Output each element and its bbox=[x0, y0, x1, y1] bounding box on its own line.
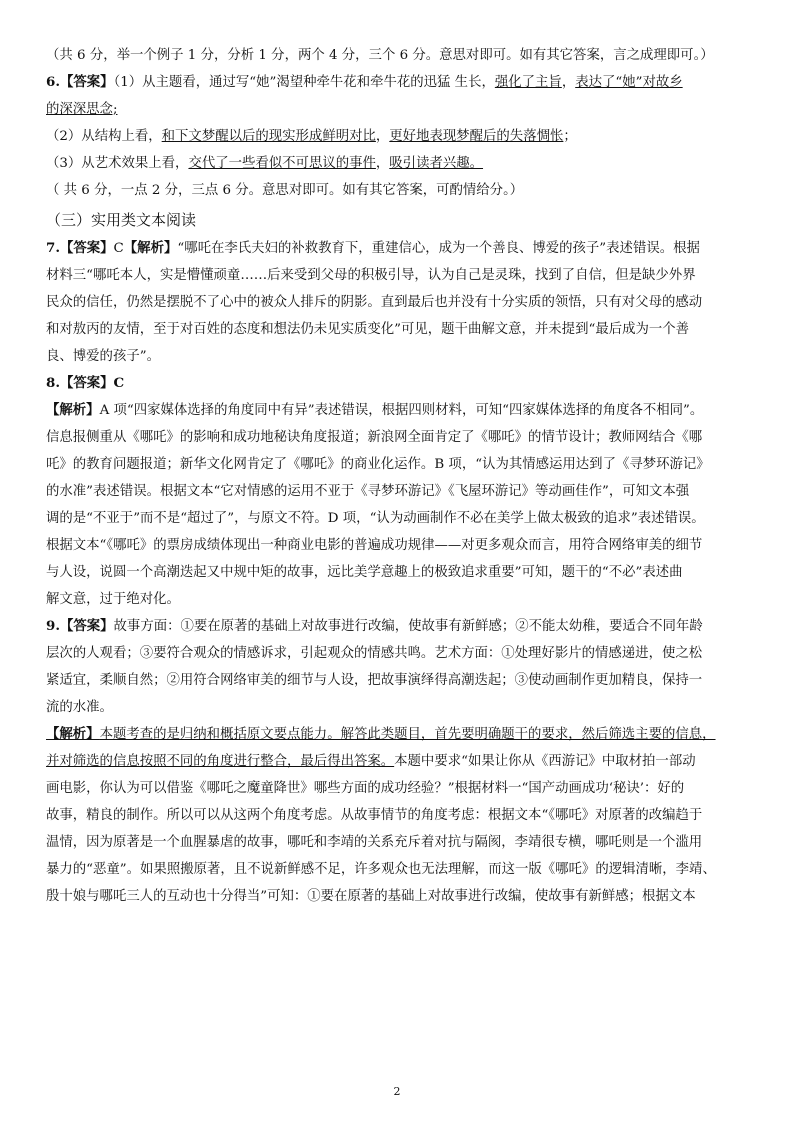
text-line bbox=[46, 123, 750, 150]
text-line bbox=[46, 532, 750, 559]
text-line bbox=[46, 235, 750, 262]
underlined-text: 强化了主旨 bbox=[494, 75, 562, 90]
text-segment: 殷十娘与哪吒三人的互动也十分得当”可知：①要在原著的基础上对故事进行改编，使故事有新鲜感；根据文本 bbox=[46, 889, 696, 904]
text-segment: （2）从结构上看， bbox=[46, 129, 162, 144]
text-line bbox=[46, 640, 750, 667]
text-line bbox=[46, 262, 750, 289]
text-line bbox=[46, 802, 750, 829]
text-line bbox=[46, 775, 750, 802]
text-line bbox=[46, 96, 750, 123]
text-line bbox=[46, 883, 750, 910]
text-segment: 故事方面：①要在原著的基础上对故事进行改编，使故事有新鲜感；②不能太幼稚，要适合不同年龄 bbox=[113, 619, 703, 634]
answer-label: 【解析】 bbox=[123, 240, 178, 256]
underlined-text: 交代了一些看似不可思议的事件 bbox=[188, 156, 376, 171]
text-line bbox=[46, 748, 750, 775]
answer-key-body bbox=[46, 42, 750, 910]
text-line bbox=[46, 177, 750, 204]
text-line bbox=[46, 150, 750, 177]
text-segment: 层次的人观看；③要符合观众的情感诉求，引起观众的情感共鸣。艺术方面：①处理好影片的情感递进，使之松 bbox=[46, 646, 703, 661]
text-segment: 良、博爱的孩子”。 bbox=[46, 349, 160, 364]
text-segment: C bbox=[113, 241, 124, 256]
page-number: 2 bbox=[393, 1085, 401, 1098]
text-segment: 温情，因为原著是一个血腥暴虐的故事，哪吒和李靖的关系充斥着对抗与隔阂，李靖很专横，哪吒则是一个滥用 bbox=[46, 835, 703, 850]
text-segment: （三）实用类文本阅读 bbox=[46, 211, 197, 229]
text-segment: 民众的信任，仍然是摆脱不了心中的被众人排斥的阴影。直到最后也并没有十分实质的领悟，只有对父母的感动 bbox=[46, 295, 703, 310]
answer-label: 8.【答案】C bbox=[46, 375, 125, 391]
text-line bbox=[46, 451, 750, 478]
text-segment: 材料三“哪吒本人，实是懵懂顽童……后来受到父母的积极引导，认为自己是灵珠，找到了自信，但是缺少外界 bbox=[46, 268, 696, 283]
text-segment: （1）从主题看，通过写“她”渴望种牵牛花和牵牛花的迅猛 生长， bbox=[113, 75, 495, 90]
text-segment: ； bbox=[563, 129, 577, 144]
text-segment: （3）从艺术效果上看， bbox=[46, 156, 189, 171]
text-segment: 吒》的教育问题报道；新华文化网肯定了《哪吒》的商业化运作。B 项，“认为其情感运用达到了《寻梦环游记》 bbox=[46, 457, 710, 472]
text-line bbox=[46, 721, 750, 748]
section-heading bbox=[46, 206, 750, 235]
text-line bbox=[46, 424, 750, 451]
answer-label: 【解析】 bbox=[46, 402, 100, 418]
underlined-text: 吸引读者兴趣。 bbox=[389, 156, 484, 171]
text-segment: 暴力的“恶童”。如果照搬原著，且不说新鲜感不足，许多观众也无法理解，而这一版《哪吒》的逻辑清晰，李靖、 bbox=[46, 862, 716, 877]
text-segment: （共 6 分，举一个例子 1 分，分析 1 分，两个 4 分，三个 6 分。意思对即可。如有其它答案，言之成理即可。） bbox=[46, 48, 714, 63]
text-segment: ， bbox=[375, 156, 390, 171]
text-segment: 与人设，说圆一个高潮迭起又中规中矩的故事，远比美学意趣上的极致追求重要”可知，题干的“不必”表述曲 bbox=[46, 565, 683, 580]
text-line bbox=[46, 289, 750, 316]
text-segment: 紧适宜，柔顺自然；②用符合网络审美的细节与人设，把故事演绎得高潮迭起；③使动画制作更加精良，保持一 bbox=[46, 673, 703, 688]
text-line bbox=[46, 370, 750, 397]
text-line bbox=[46, 829, 750, 856]
text-line bbox=[46, 667, 750, 694]
text-segment: A 项“四家媒体选择的角度同中有异”表述错误，根据四则材料，可知“四家媒体选择的角度各不相同”。 bbox=[99, 403, 704, 418]
text-segment: 解文意，过于绝对化。 bbox=[46, 592, 180, 607]
answer-label: 6.【答案】 bbox=[46, 74, 114, 90]
text-segment: ， bbox=[375, 129, 390, 144]
text-line bbox=[46, 42, 750, 69]
text-segment: 画电影，你认为可以借鉴《哪吒之魔童降世》哪些方面的成功经验？”根据材料一“国产动画成功‘秘诀’：好的 bbox=[46, 781, 685, 796]
underlined-text: 本题考查的是归纳和概括原文要点能力。解答此类题目，首先要明确题干的要求，然后筛选主要的信息， bbox=[99, 727, 716, 742]
text-segment: 信息报侧重从《哪吒》的影响和成功地秘诀角度报道；新浪网全面肯定了《哪吒》的情节设计；教师网结合《哪 bbox=[46, 430, 703, 445]
text-line bbox=[46, 316, 750, 343]
text-line bbox=[46, 856, 750, 883]
text-segment: （ 共 6 分，一点 2 分，三点 6 分。意思对即可。如有其它答案，可酌情给分。） bbox=[46, 183, 524, 198]
text-line bbox=[46, 694, 750, 721]
underlined-text: 表达了“她”对故乡 bbox=[575, 75, 683, 90]
text-segment: 根据文本“《哪吒》的票房成绩体现出一种商业电影的普遍成功规律——对更多观众而言，用符合网络审美的细节 bbox=[46, 538, 703, 553]
text-segment: 流的水准。 bbox=[46, 700, 113, 715]
text-segment: 本题中要求“如果让你从《西游记》中取材拍一部动 bbox=[394, 754, 696, 769]
text-segment: 故事，精良的制作。所以可以从这两个角度考虑。从故事情节的角度考虑：根据文本“《哪吒》对原著的改编趋于 bbox=[46, 808, 703, 823]
text-line bbox=[46, 397, 750, 424]
text-segment: ， bbox=[561, 75, 576, 90]
text-segment: 调的是“不亚于”而不是“超过了”，与原文不符。D 项，“认为动画制作不必在美学上做太极致的追求”表述错误。 bbox=[46, 511, 705, 526]
text-segment: 的水准”表述错误。根据文本“它对情感的运用不亚于《寻梦环游记》《飞屋环游记》等动画佳作”，可知文本强 bbox=[46, 484, 690, 499]
text-line bbox=[46, 613, 750, 640]
text-line bbox=[46, 343, 750, 370]
text-line bbox=[46, 559, 750, 586]
text-line bbox=[46, 586, 750, 613]
underlined-text: 并对筛选的信息按照不同的角度进行整合，最后得出答案。 bbox=[46, 754, 395, 769]
text-line bbox=[46, 505, 750, 532]
answer-label: 【解析】 bbox=[46, 726, 100, 742]
text-line bbox=[46, 69, 750, 96]
text-segment: “哪吒在李氏夫妇的补救教育下，重建信心，成为一个善良、博爱的孩子”表述错误。根据 bbox=[177, 241, 700, 256]
underlined-text: 更好地表现梦醒后的失落惆怅 bbox=[389, 129, 564, 144]
answer-label: 7.【答案】 bbox=[46, 240, 114, 256]
text-line bbox=[46, 478, 750, 505]
underlined-text: 和下文梦醒以后的现实形成鲜明对比 bbox=[161, 129, 376, 144]
text-segment: 和对敖丙的友情，至于对百姓的态度和想法仍未见实质变化”可见，题干曲解文意，并未提到“最后成为一个善 bbox=[46, 322, 690, 337]
underlined-text: 的深深思念; bbox=[46, 102, 118, 117]
answer-label: 9.【答案】 bbox=[46, 618, 114, 634]
